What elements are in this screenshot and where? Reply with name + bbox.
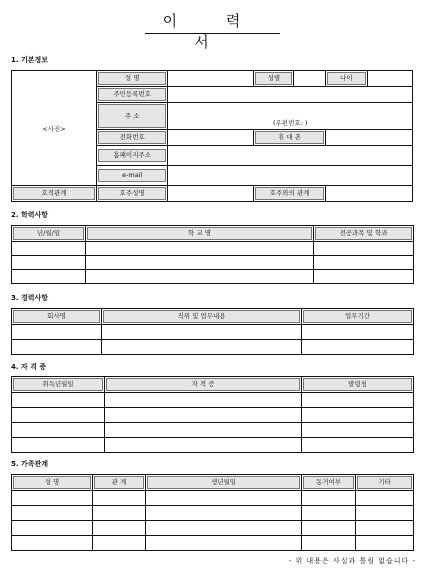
table-row bbox=[12, 340, 414, 355]
table-row bbox=[12, 438, 414, 453]
table-row bbox=[12, 256, 414, 270]
title-underline bbox=[145, 33, 280, 34]
postal-code-label: (우편번호: ) bbox=[272, 119, 308, 127]
family-table bbox=[11, 474, 414, 551]
document-title: 이 력 서 bbox=[162, 12, 263, 51]
table-row bbox=[12, 270, 414, 284]
license-header-issuer: 발령청 bbox=[303, 378, 412, 391]
table-row bbox=[12, 521, 414, 536]
age-value[interactable] bbox=[367, 71, 412, 87]
footer-statement: - 위 내용은 사실과 틀림 없습니다 - bbox=[288, 557, 416, 565]
age-label: 나이 bbox=[327, 72, 366, 85]
email-value[interactable] bbox=[168, 166, 413, 186]
education-header-major: 전공과목 및 학과 bbox=[315, 227, 412, 240]
householder-name-label: 호주성명 bbox=[98, 187, 166, 200]
table-row bbox=[12, 325, 414, 340]
phone-value[interactable] bbox=[168, 130, 254, 146]
education-header-date: 년/월/일 bbox=[13, 227, 84, 240]
homepage-label: 홈페이지주소 bbox=[98, 149, 166, 162]
section-basic-heading: 1. 기본정보 bbox=[11, 56, 49, 64]
homepage-value[interactable] bbox=[168, 146, 413, 166]
address-label: 주 소 bbox=[98, 104, 166, 128]
section-education-heading: 2. 학력사항 bbox=[11, 211, 49, 219]
family-header-etc: 기타 bbox=[357, 476, 412, 489]
table-row bbox=[12, 491, 414, 506]
name-value[interactable] bbox=[168, 71, 254, 87]
relation-to-householder-label: 호주와의 관계 bbox=[255, 187, 323, 200]
table-row bbox=[12, 536, 414, 551]
phone-label: 전화번호 bbox=[98, 131, 166, 144]
householder-name-value[interactable] bbox=[168, 186, 254, 202]
email-label: e-mail bbox=[98, 169, 166, 182]
table-row bbox=[12, 506, 414, 521]
education-table bbox=[11, 225, 414, 284]
address-value[interactable] bbox=[168, 103, 413, 130]
license-table bbox=[11, 376, 414, 453]
table-row bbox=[12, 242, 414, 256]
section-license-heading: 4. 자 격 증 bbox=[11, 363, 47, 371]
table-row bbox=[12, 408, 414, 423]
photo-label: <사진> bbox=[42, 124, 66, 133]
table-row bbox=[12, 423, 414, 438]
name-label: 성 명 bbox=[98, 72, 166, 85]
family-header-cohabitation: 동거여부 bbox=[303, 476, 354, 489]
career-header-position: 직위 및 업무내용 bbox=[103, 310, 300, 323]
career-header-period: 업무기간 bbox=[303, 310, 412, 323]
rrn-value[interactable] bbox=[168, 87, 413, 103]
householder-relation-label: 호적관계 bbox=[13, 187, 95, 200]
family-header-birthdate: 생년월일 bbox=[147, 476, 300, 489]
section-family-heading: 5. 가족관계 bbox=[11, 460, 49, 468]
rrn-label: 주민등록번호 bbox=[98, 88, 166, 101]
relation-to-householder-value[interactable] bbox=[325, 186, 412, 202]
career-table bbox=[11, 308, 414, 355]
gender-label: 성별 bbox=[255, 72, 292, 85]
table-row bbox=[12, 393, 414, 408]
family-header-relation: 관 계 bbox=[94, 476, 144, 489]
mobile-label: 휴 대 폰 bbox=[255, 131, 323, 144]
career-header-company: 회사명 bbox=[13, 310, 100, 323]
family-header-name: 성 명 bbox=[13, 476, 91, 489]
mobile-value[interactable] bbox=[325, 130, 412, 146]
gender-value[interactable] bbox=[294, 71, 325, 87]
education-header-school: 학 교 명 bbox=[87, 227, 312, 240]
section-career-heading: 3. 경력사항 bbox=[11, 294, 49, 302]
license-header-name: 자 격 증 bbox=[106, 378, 300, 391]
license-header-date: 취득년월일 bbox=[13, 378, 103, 391]
basic-info-table bbox=[11, 70, 413, 202]
photo-box bbox=[12, 71, 97, 186]
